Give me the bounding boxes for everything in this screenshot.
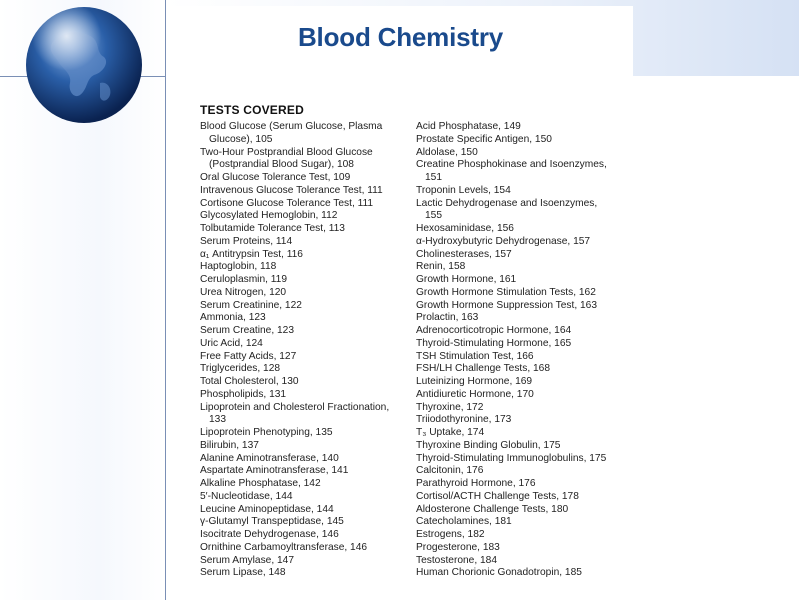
list-item: Serum Amylase, 147 [200,554,294,566]
list-item: Thyroxine, 172 [416,401,484,413]
list-item: Prostate Specific Antigen, 150 [416,133,552,145]
list-item: Alanine Aminotransferase, 140 [200,452,339,464]
list-item: Aspartate Aminotransferase, 141 [200,465,349,477]
page-title: Blood Chemistry [297,22,504,52]
vertical-divider-line [165,0,166,600]
list-item: (Postprandial Blood Sugar), 108 [209,159,354,171]
list-item: Two-Hour Postprandial Blood Glucose [200,146,373,158]
list-item: Triiodothyronine, 173 [416,414,512,426]
list-item: Tolbutamide Tolerance Test, 113 [200,223,345,234]
list-item: Growth Hormone, 161 [416,274,517,285]
list-item: Antidiuretic Hormone, 170 [416,388,534,400]
list-item: Intravenous Glucose Tolerance Test, 111 [200,184,383,196]
list-item: Growth Hormone Stimulation Tests, 162 [416,286,596,298]
list-item: Prolactin, 163 [416,312,479,324]
list-item: Testosterone, 184 [416,554,497,566]
list-item: Lipoprotein and Cholesterol Fractionation, [200,401,390,413]
list-item: Lipoprotein Phenotyping, 135 [200,427,333,438]
list-item: Thyroid-Stimulating Hormone, 165 [416,337,572,349]
list-item: Total Cholesterol, 130 [200,376,299,387]
list-item: Renin, 158 [416,261,466,273]
list-item: Luteinizing Hormone, 169 [416,376,533,387]
list-item: Serum Creatine, 123 [200,325,295,336]
list-item: Thyroxine Binding Globulin, 175 [416,439,561,451]
list-item: Cortisone Glucose Tolerance Test, 111 [200,197,374,209]
list-item: 5′-Nucleotidase, 144 [200,490,293,502]
list-item: Ammonia, 123 [200,312,266,324]
tests-list-left [200,121,389,580]
list-item: Estrogens, 182 [416,529,485,540]
list-item: Haptoglobin, 118 [200,261,277,273]
list-item: Blood Glucose (Serum Glucose, Plasma [200,121,383,132]
list-item: Human Chorionic Gonadotropin, 185 [416,567,582,579]
list-item: α₁ Antitrypsin Test, 116 [200,248,303,260]
list-item: 151 [425,172,442,183]
list-item: Aldosterone Challenge Tests, 180 [416,503,569,515]
list-item: Parathyroid Hormone, 176 [416,478,536,489]
list-item: Triglycerides, 128 [200,363,281,375]
list-item: Acid Phosphatase, 149 [416,121,521,132]
list-item: Uric Acid, 124 [200,337,263,349]
list-item: 155 [425,210,442,222]
list-item: Hexosaminidase, 156 [416,223,514,234]
list-item: Serum Proteins, 114 [200,235,293,247]
list-item: Bilirubin, 137 [200,439,259,451]
list-item: Creatine Phosphokinase and Isoenzymes, [416,159,607,171]
list-item: T₃ Uptake, 174 [416,427,485,438]
list-item: Alkaline Phosphatase, 142 [200,478,321,489]
list-item: 133 [209,414,226,426]
list-item: Cortisol/ACTH Challenge Tests, 178 [416,490,579,502]
list-item: Aldolase, 150 [416,146,478,158]
list-item: Ornithine Carbamoyltransferase, 146 [200,541,368,553]
list-item: Cholinesterases, 157 [416,248,512,260]
list-item: Adrenocorticotropic Hormone, 164 [416,325,572,336]
list-item: Free Fatty Acids, 127 [200,350,297,362]
list-item: TSH Stimulation Test, 166 [416,350,534,362]
list-item: Ceruloplasmin, 119 [200,274,288,285]
list-item: Calcitonin, 176 [416,465,484,477]
list-item: Leucine Aminopeptidase, 144 [200,503,334,515]
list-item: Isocitrate Dehydrogenase, 146 [200,529,339,540]
list-item: Urea Nitrogen, 120 [200,286,287,298]
list-item: Thyroid-Stimulating Immunoglobulins, 175 [416,452,607,464]
list-item: Progesterone, 183 [416,541,500,553]
list-item: Lactic Dehydrogenase and Isoenzymes, [416,197,598,209]
list-item: Serum Lipase, 148 [200,567,286,579]
list-item: Serum Creatinine, 122 [200,299,302,311]
list-item: FSH/LH Challenge Tests, 168 [416,363,551,375]
list-item: Phospholipids, 131 [200,388,287,400]
list-item: Growth Hormone Suppression Test, 163 [416,299,598,311]
list-item: γ-Glutamyl Transpeptidase, 145 [200,516,344,528]
section-heading: TESTS COVERED [200,103,304,117]
globe-icon [22,3,147,128]
list-item: Glycosylated Hemoglobin, 112 [200,210,338,222]
list-item: Oral Glucose Tolerance Test, 109 [200,172,351,183]
tests-list-right [416,121,607,580]
list-item: Catecholamines, 181 [416,516,512,528]
list-item: Troponin Levels, 154 [416,184,511,196]
list-item: Glucose), 105 [209,133,273,145]
list-item: α-Hydroxybutyric Dehydrogenase, 157 [416,235,591,247]
